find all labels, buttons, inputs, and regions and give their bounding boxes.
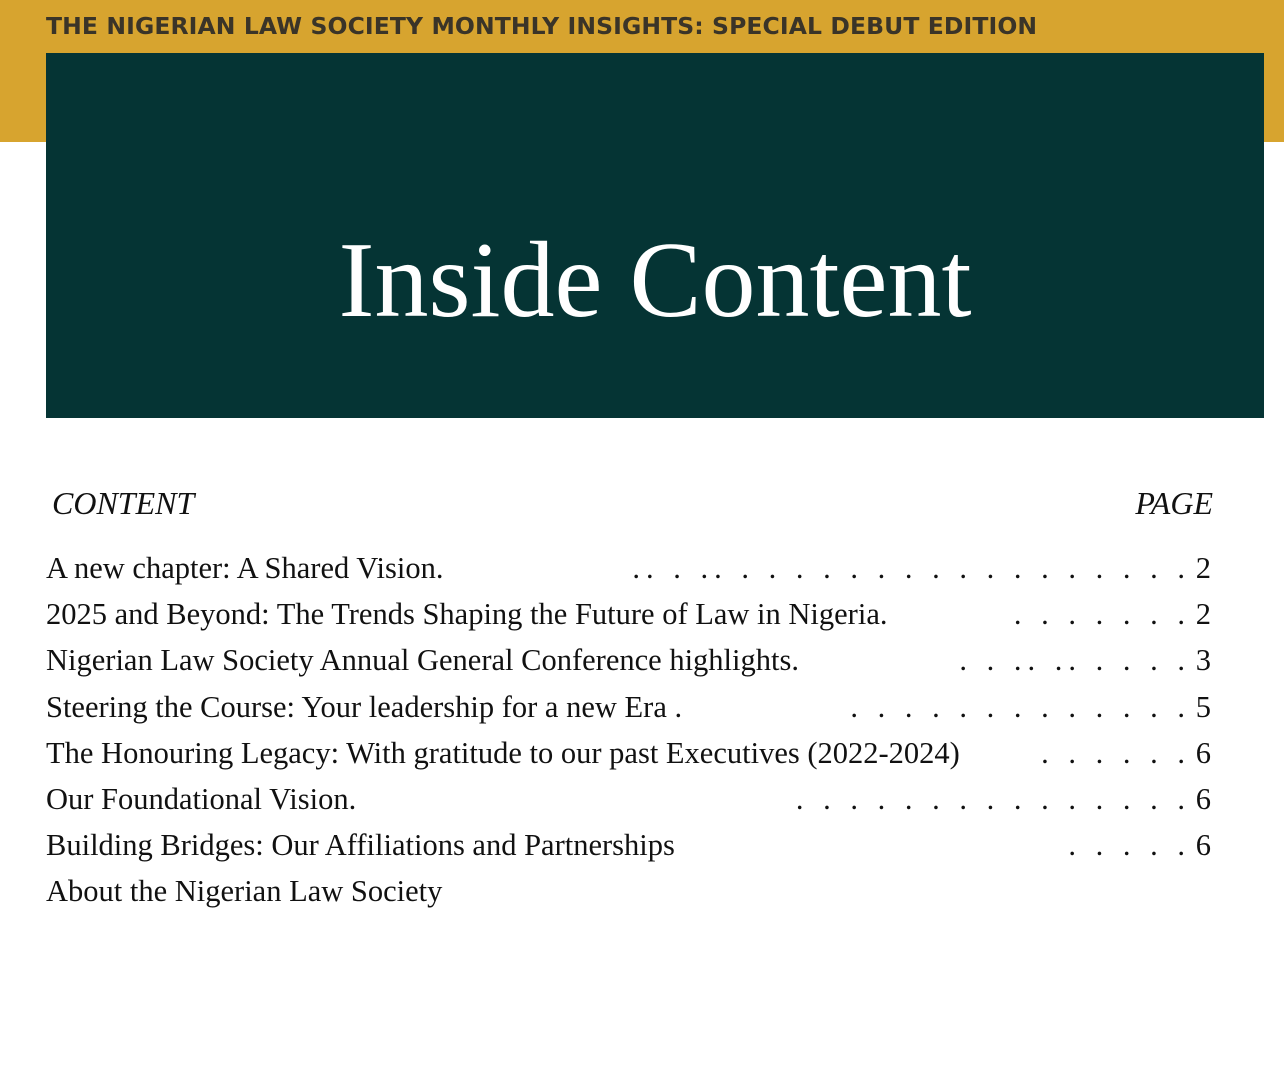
toc-entry-2025-and-beyond[interactable]: [46, 592, 1211, 638]
toc-entry-title: Our Foundational Vision.: [46, 781, 357, 816]
toc-entry-title: A new chapter: A Shared Vision.: [46, 551, 444, 585]
toc-entry-shared-vision[interactable]: [46, 546, 1211, 592]
toc-dot-leader: . . . . . . . . . . . . . . .: [795, 781, 1191, 816]
toc-dot-leader: . . . . . . . . . . . . .: [850, 689, 1191, 724]
toc-page-number: 6: [1195, 828, 1211, 863]
toc-entry-title: Steering the Course: Your leadership for a new Era .: [46, 689, 683, 724]
toc-page-number: 6: [1195, 735, 1211, 770]
toc-dot-leader: . . . . . . .: [1013, 597, 1191, 632]
toc-dot-leader: . . .. .. . . . .: [959, 643, 1191, 678]
toc-entry-steering-the-course[interactable]: [46, 685, 1211, 731]
toc-dot-leader: . . . . .: [1068, 828, 1191, 863]
table-of-contents: [46, 546, 1211, 916]
hero-banner: [46, 53, 1264, 418]
toc-entry-title: Building Bridges: Our Affiliations and Partnerships: [46, 828, 675, 863]
hero-title: Inside Content: [338, 221, 972, 340]
toc-dot-leader: .. . .. . . . . . . . . . . . . . . . . .: [632, 551, 1191, 585]
toc-entry-about-society[interactable]: [46, 869, 1211, 915]
toc-page-number: 3: [1195, 643, 1211, 678]
toc-dot-leader: . . . . . .: [1041, 735, 1191, 770]
toc-entry-foundational-vision[interactable]: [46, 777, 1211, 823]
page-column-heading: PAGE: [1135, 485, 1213, 521]
toc-page-number: 2: [1195, 597, 1211, 632]
publication-masthead: THE NIGERIAN LAW SOCIETY MONTHLY INSIGHTS: SPECIAL DEBUT EDITION: [46, 12, 1038, 40]
toc-page-number: 6: [1195, 781, 1211, 816]
toc-entry-title: The Honouring Legacy: With gratitude to our past Executives (2022-2024): [46, 735, 960, 770]
toc-entry-title: About the Nigerian Law Society: [46, 874, 443, 909]
toc-entry-title: Nigerian Law Society Annual General Conference highlights.: [46, 643, 799, 678]
content-column-heading: CONTENT: [52, 485, 195, 521]
toc-page-number: 2: [1195, 551, 1211, 585]
toc-page-number: 5: [1195, 689, 1211, 724]
toc-entry-title: 2025 and Beyond: The Trends Shaping the Future of Law in Nigeria.: [46, 597, 888, 632]
toc-entry-conference-highlights[interactable]: [46, 638, 1211, 684]
toc-entry-building-bridges[interactable]: [46, 823, 1211, 869]
toc-entry-honouring-legacy[interactable]: [46, 731, 1211, 777]
